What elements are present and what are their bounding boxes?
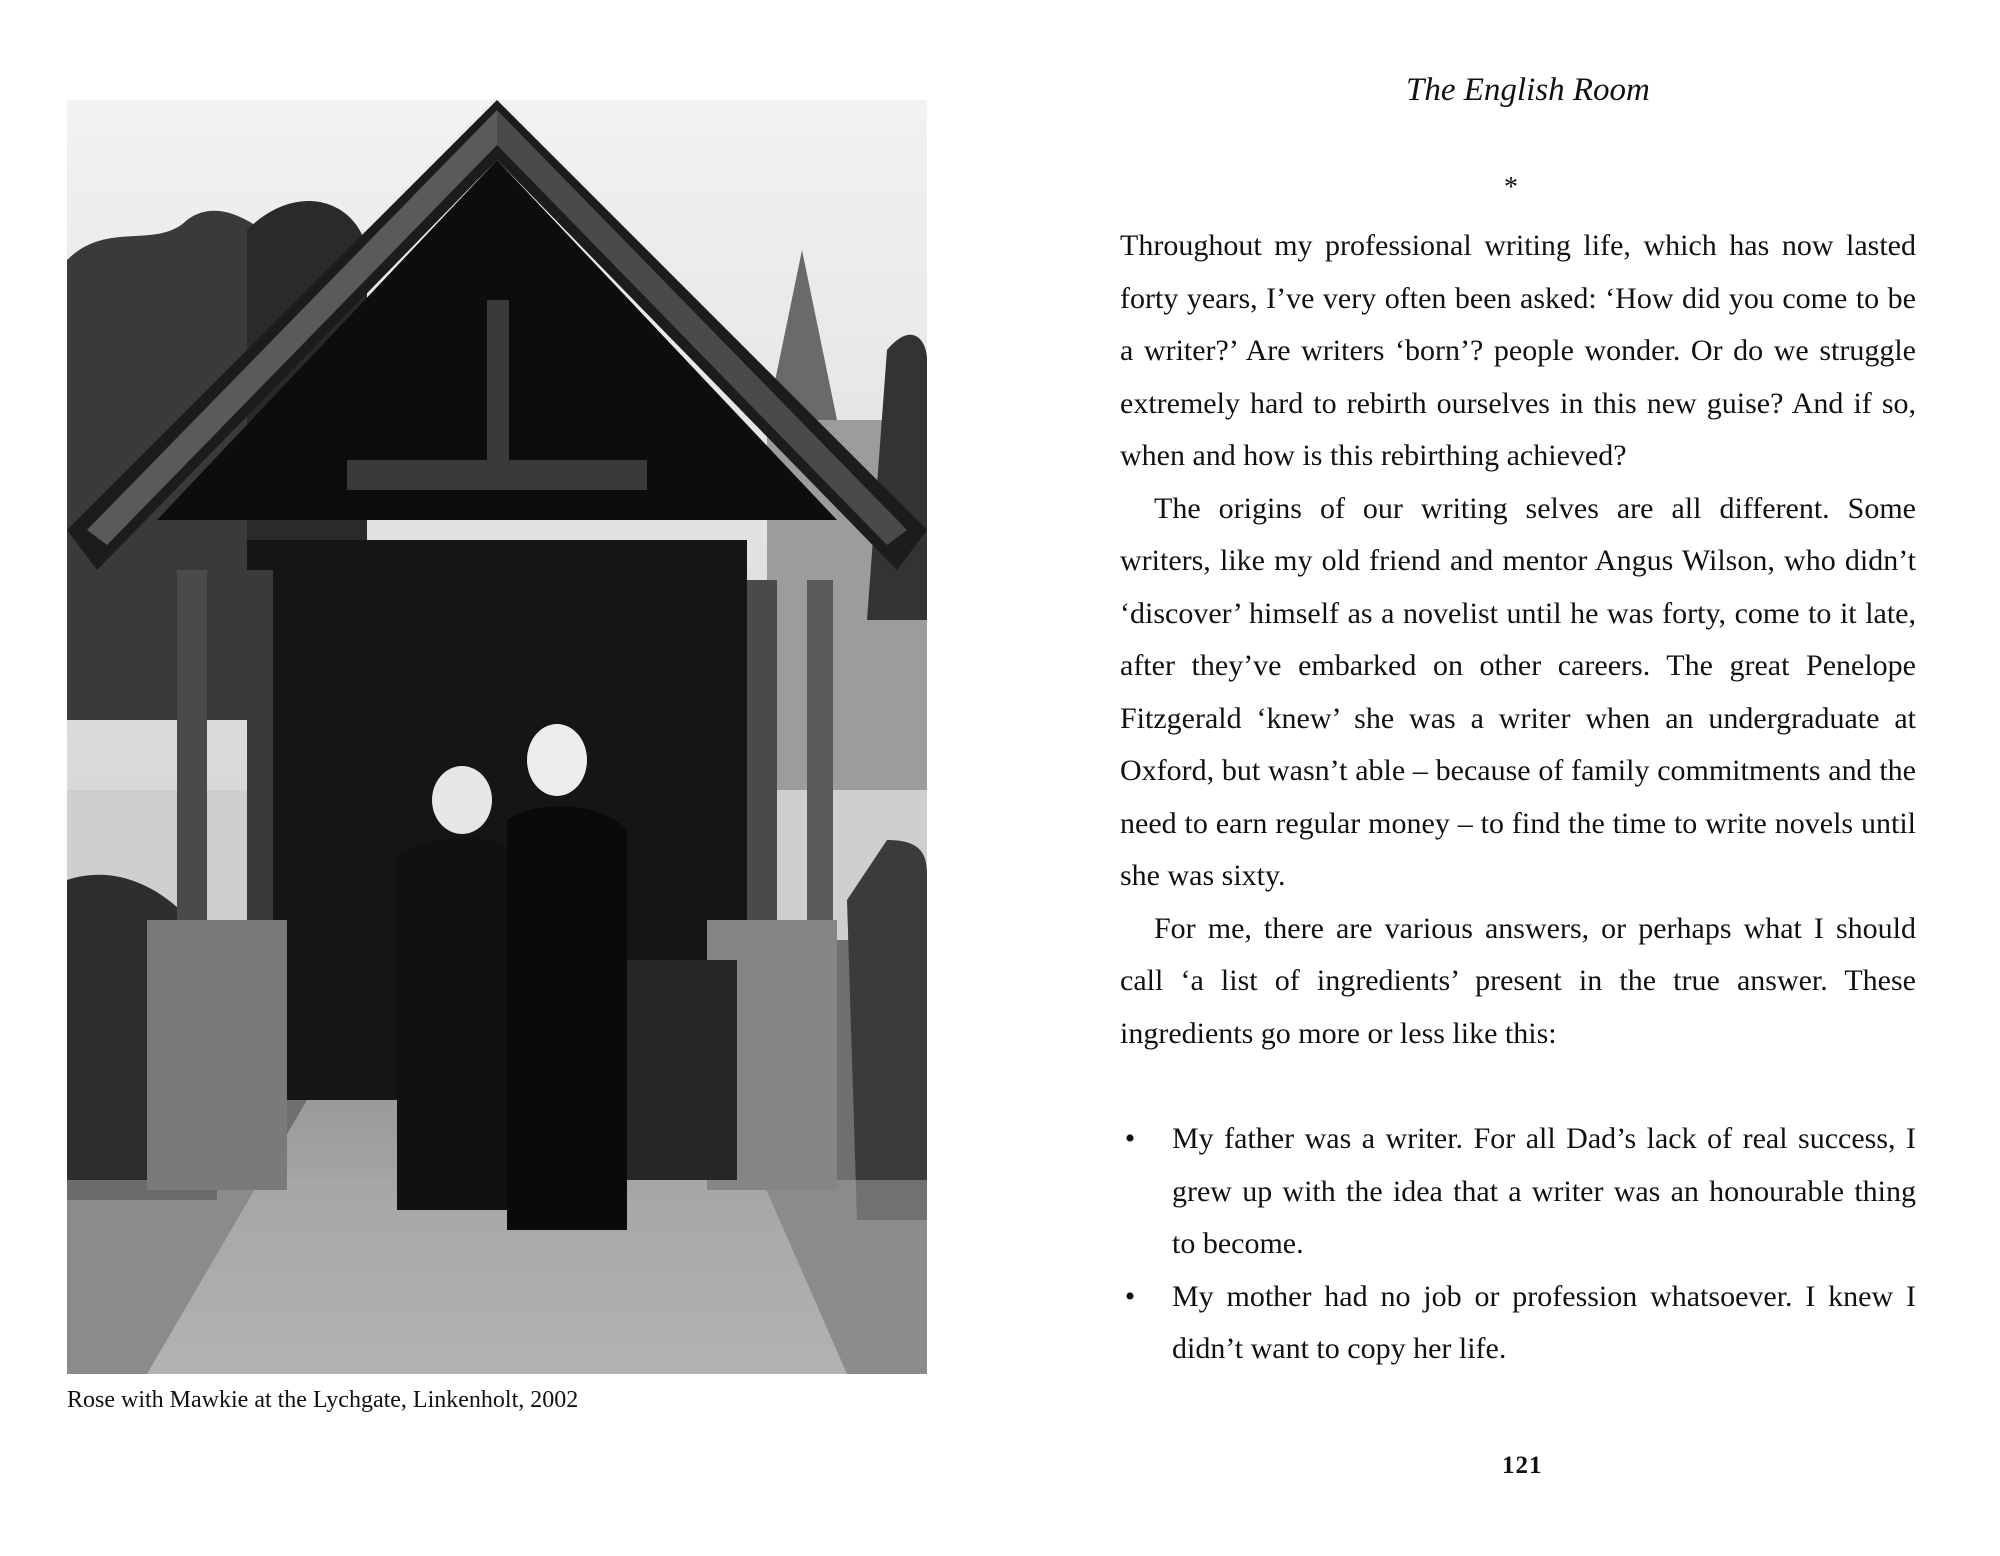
body-text bbox=[1120, 220, 1916, 1060]
paragraph-2: The origins of our writing selves are all different. Some writers, like my old friend and mentor Angus Wilson, who didn’t ‘discover’ himself as a novelist until he was forty, come to it late, after they’ve embarked on other careers. The great Penelope Fitzgerald ‘knew’ she was a writer when an undergraduate at Oxford, but wasn’t able – because of family commitments and the need to earn regular money – to find the time to write novels until she was sixty. bbox=[1120, 491, 1916, 892]
list-item-text: My father was a writer. For all Dad’s lack of real success, I grew up with the idea that a writer was an honourable thing to become. bbox=[1172, 1122, 1916, 1260]
paragraph-3: For me, there are various answers, or perhaps what I should call ‘a list of ingredients’ present in the true answer. These ingredients go more or less like this: bbox=[1120, 911, 1916, 1050]
running-head bbox=[1120, 72, 1920, 109]
list-item bbox=[1120, 1271, 1916, 1376]
lychgate-photograph bbox=[67, 100, 927, 1374]
photo-caption: Rose with Mawkie at the Lychgate, Linkenholt, 2002 bbox=[67, 1387, 579, 1413]
ingredients-list bbox=[1120, 1113, 1916, 1376]
section-break: * bbox=[1504, 172, 1518, 203]
bullet-icon: • bbox=[1124, 1279, 1136, 1313]
list-item bbox=[1120, 1113, 1916, 1271]
bullet-icon: • bbox=[1124, 1122, 1136, 1155]
page-number: 121 bbox=[1502, 1452, 1543, 1479]
paragraph-1: Throughout my professional writing life, which has now lasted forty years, I’ve very often been asked: ‘How did you come to be a writer?’ Are writers ‘born’? people wonder. Or do we struggle extremely hard to rebirth ourselves in this new guise? And if so, when and how is this rebirthing achieved? bbox=[1120, 229, 1916, 472]
running-head-title: The English Room bbox=[1406, 72, 1650, 108]
list-item-text: My mother had no job or profession whatsoever. I knew I didn’t want to copy her life. bbox=[1172, 1279, 1916, 1365]
